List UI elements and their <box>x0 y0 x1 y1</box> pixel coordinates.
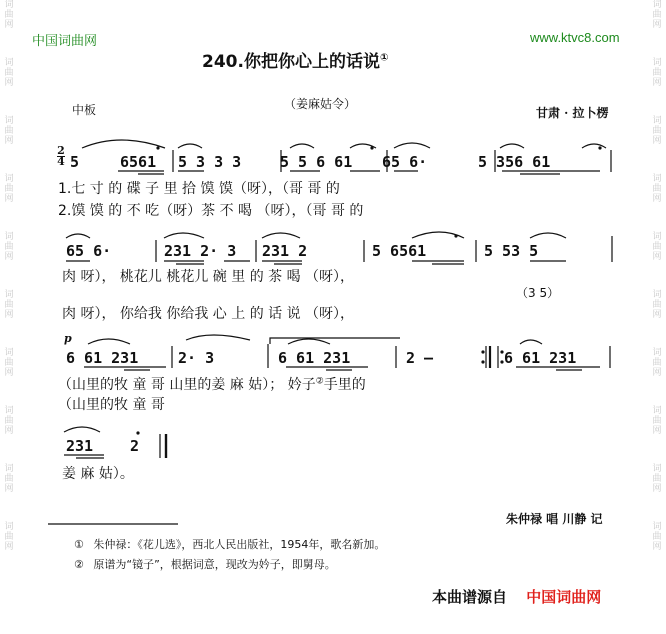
footnote-1-mark: ① <box>74 538 84 551</box>
system-3-lyric-1-text: （山里的牧 童 哥 山里的姜 麻 姑）； 妗子 <box>58 377 316 393</box>
s1-m1: 6561 <box>120 153 157 171</box>
footnote-2-text: 原谱为“镜子”，根据词意，现改为妗子，即舅母。 <box>93 558 336 571</box>
system-3-lyric-1-tail: 手里的 <box>323 377 366 393</box>
header-left-site: 中国词曲网 <box>32 33 98 48</box>
system-2-lyric-2: 肉 呀）， 你给我 你给我 心 上 的 话 说 （呀）， <box>62 306 355 322</box>
s2-m4: 5 53 5 <box>484 242 539 260</box>
s1-m3: 5 5 6 61 <box>280 153 353 171</box>
s4-m1: 2 <box>130 437 140 455</box>
system-1-lyric-2: 2.馍 馍 的 不 吃（呀）茶 不 喝 （呀），（哥 哥 的 <box>58 203 364 219</box>
tempo-marking: 中板 <box>72 103 97 117</box>
system-3-lyric-2: （山里的牧 童 哥 <box>58 397 165 413</box>
right-watermark: 词 曲 网 词 曲 网 词 曲 网 词 曲 网 词 曲 网 词 曲 网 词 曲 网 词 曲 网 词 曲 网 词 曲 网 <box>652 0 662 552</box>
system-2-lyric-1: 肉 呀）， 桃花儿 桃花儿 碗 里 的 茶 喝 （呀）， <box>62 269 355 285</box>
title-footnote-mark: ① <box>379 52 389 64</box>
credits: 朱仲禄 唱 川静 记 <box>506 512 603 526</box>
footnote-1-text: 朱仲禄：《花儿选》，西北人民出版社，1954年，歌名新加。 <box>93 538 386 551</box>
s3-m4: 6 61 231 <box>504 349 577 367</box>
time-signature: 2 4 <box>57 144 65 168</box>
lyric-footnote-mark: ② <box>315 376 324 387</box>
footer-source-label: 本曲谱源自 <box>432 588 508 606</box>
system-1-lyric-1: 1.七 寸 的 碟 子 里 拾 馍 馍（呀），（哥 哥 的 <box>58 181 340 197</box>
s1-m2: 5 3 3 3 <box>178 153 242 171</box>
song-title-text: 你把你心上的话说 <box>243 52 380 72</box>
song-subtitle: （姜麻姑令） <box>284 97 357 111</box>
left-watermark: 词 曲 网 词 曲 网 词 曲 网 词 曲 网 词 曲 网 词 曲 网 词 曲 网 词 曲 网 词 曲 网 词 曲 网 <box>4 0 14 552</box>
s4-m0: 231 <box>66 437 94 455</box>
s3-m1: 2· 3 <box>178 349 215 367</box>
song-origin: 甘肃 · 拉卜楞 <box>536 106 609 120</box>
s2-m2: 231 2 <box>262 242 308 260</box>
system-2-alt-notes: （3 5） <box>516 286 560 300</box>
s1-m4: 65 6· <box>382 153 428 171</box>
s1-m0: 5 <box>70 153 80 171</box>
s3-m3: 2 — <box>406 349 434 367</box>
system-4-lyric-1: 姜 麻 姑）。 <box>62 466 134 482</box>
header-right-site: www.ktvc8.com <box>530 30 620 45</box>
footnote-2-mark: ② <box>74 558 84 571</box>
s2-m0: 65 6· <box>66 242 112 260</box>
song-number: 240. <box>202 52 244 72</box>
s3-m2: 6 61 231 <box>278 349 351 367</box>
s2-m3: 5 6561 <box>372 242 427 260</box>
dynamic-marking: p <box>64 332 72 345</box>
footer-site: 中国词曲网 <box>526 588 602 606</box>
s2-m1: 231 2· 3 <box>164 242 237 260</box>
s3-m0: 6 61 231 <box>66 349 139 367</box>
s1-m5: 5 356 61 <box>478 153 551 171</box>
